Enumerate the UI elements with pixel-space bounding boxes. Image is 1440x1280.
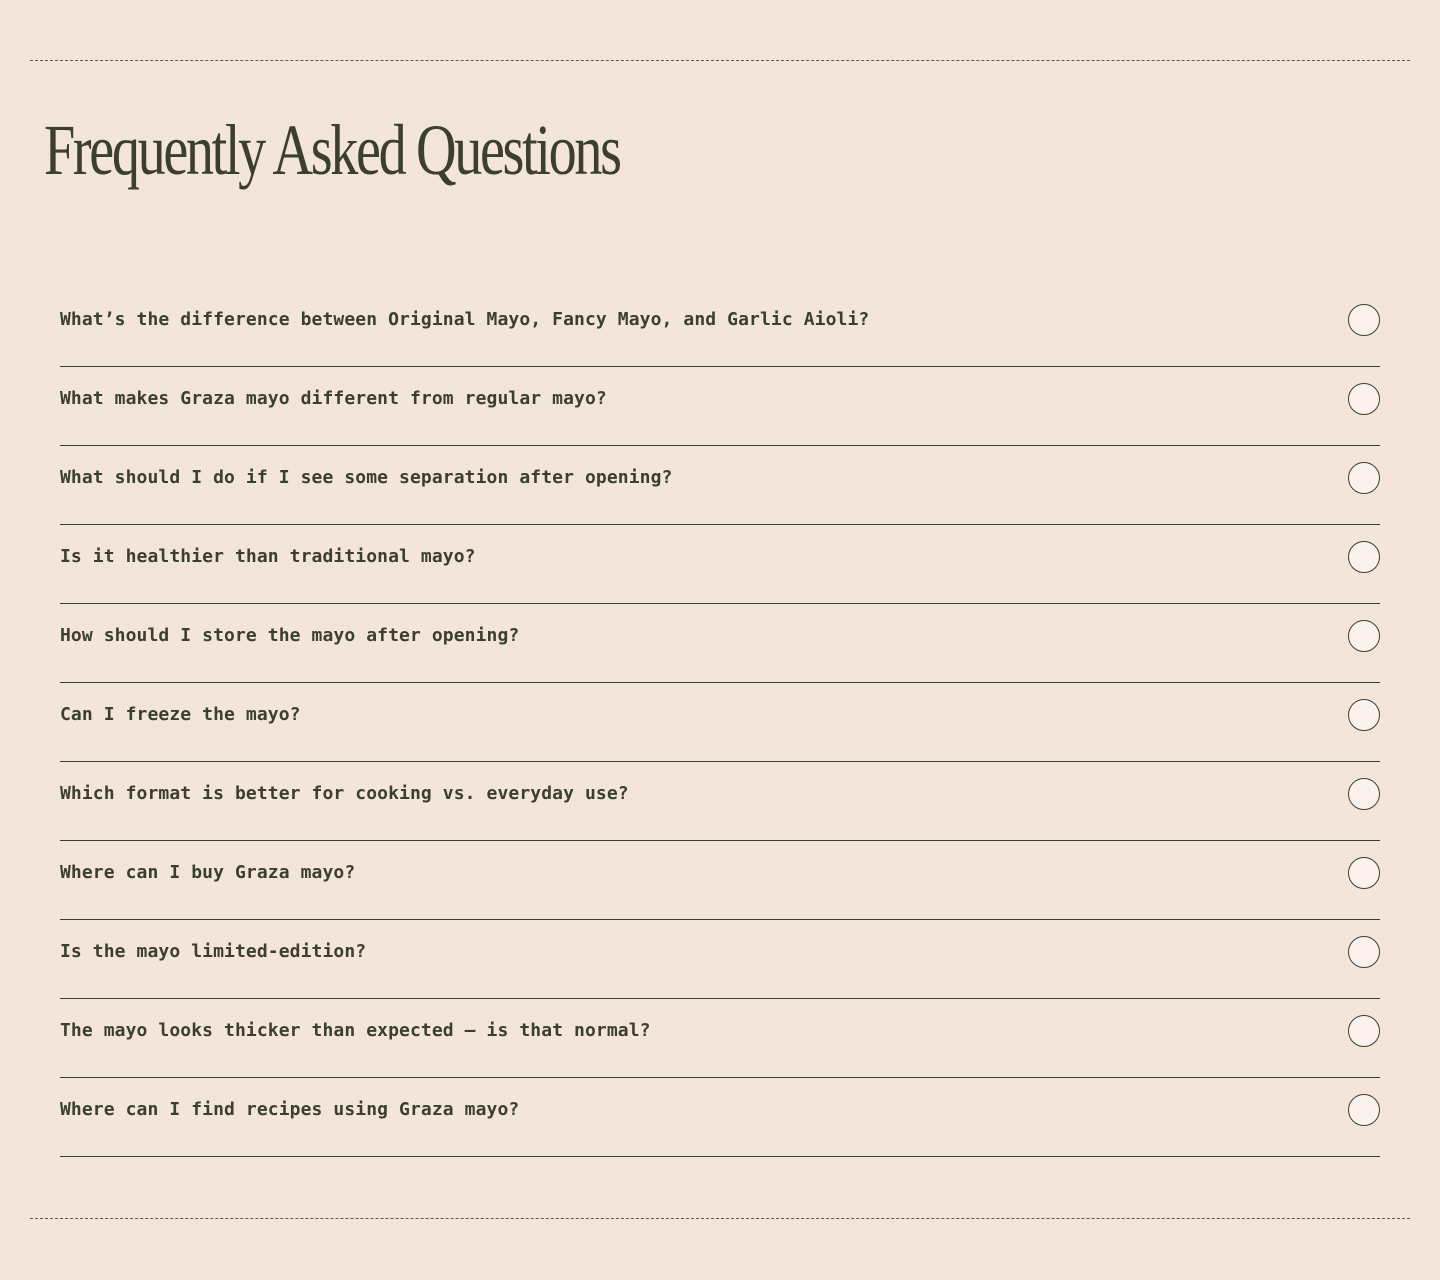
expand-toggle-icon[interactable] (1348, 857, 1380, 889)
faq-question[interactable]: Is the mayo limited-edition? (60, 941, 367, 962)
expand-toggle-icon[interactable] (1348, 1015, 1380, 1047)
expand-toggle-icon[interactable] (1348, 620, 1380, 652)
faq-question[interactable]: How should I store the mayo after opening? (60, 625, 520, 646)
faq-item[interactable] (60, 525, 1380, 604)
faq-item[interactable] (60, 920, 1380, 999)
faq-question[interactable]: The mayo looks thicker than expected — is that normal? (60, 1020, 651, 1041)
faq-question[interactable]: What makes Graza mayo different from regular mayo? (60, 388, 607, 409)
faq-question[interactable]: What’s the difference between Original Mayo, Fancy Mayo, and Garlic Aioli? (60, 309, 870, 330)
bottom-divider (30, 1218, 1410, 1219)
expand-toggle-icon[interactable] (1348, 1094, 1380, 1126)
faq-item[interactable] (60, 446, 1380, 525)
faq-item[interactable] (60, 762, 1380, 841)
faq-item[interactable] (60, 1078, 1380, 1157)
top-divider (30, 60, 1410, 61)
faq-item[interactable] (60, 367, 1380, 446)
expand-toggle-icon[interactable] (1348, 936, 1380, 968)
faq-question[interactable]: Is it healthier than traditional mayo? (60, 546, 476, 567)
expand-toggle-icon[interactable] (1348, 304, 1380, 336)
faq-item[interactable] (60, 841, 1380, 920)
expand-toggle-icon[interactable] (1348, 462, 1380, 494)
expand-toggle-icon[interactable] (1348, 383, 1380, 415)
faq-item[interactable] (60, 604, 1380, 683)
faq-question[interactable]: Can I freeze the mayo? (60, 704, 301, 725)
page-title: Frequently Asked Questions (44, 110, 620, 190)
faq-item[interactable] (60, 683, 1380, 762)
faq-question[interactable]: Which format is better for cooking vs. everyday use? (60, 783, 629, 804)
faq-question[interactable]: What should I do if I see some separation after opening? (60, 467, 673, 488)
expand-toggle-icon[interactable] (1348, 699, 1380, 731)
faq-question[interactable]: Where can I buy Graza mayo? (60, 862, 356, 883)
faq-list (60, 288, 1380, 1157)
faq-item[interactable] (60, 288, 1380, 367)
faq-question[interactable]: Where can I find recipes using Graza mayo? (60, 1099, 520, 1120)
expand-toggle-icon[interactable] (1348, 541, 1380, 573)
faq-item[interactable] (60, 999, 1380, 1078)
expand-toggle-icon[interactable] (1348, 778, 1380, 810)
